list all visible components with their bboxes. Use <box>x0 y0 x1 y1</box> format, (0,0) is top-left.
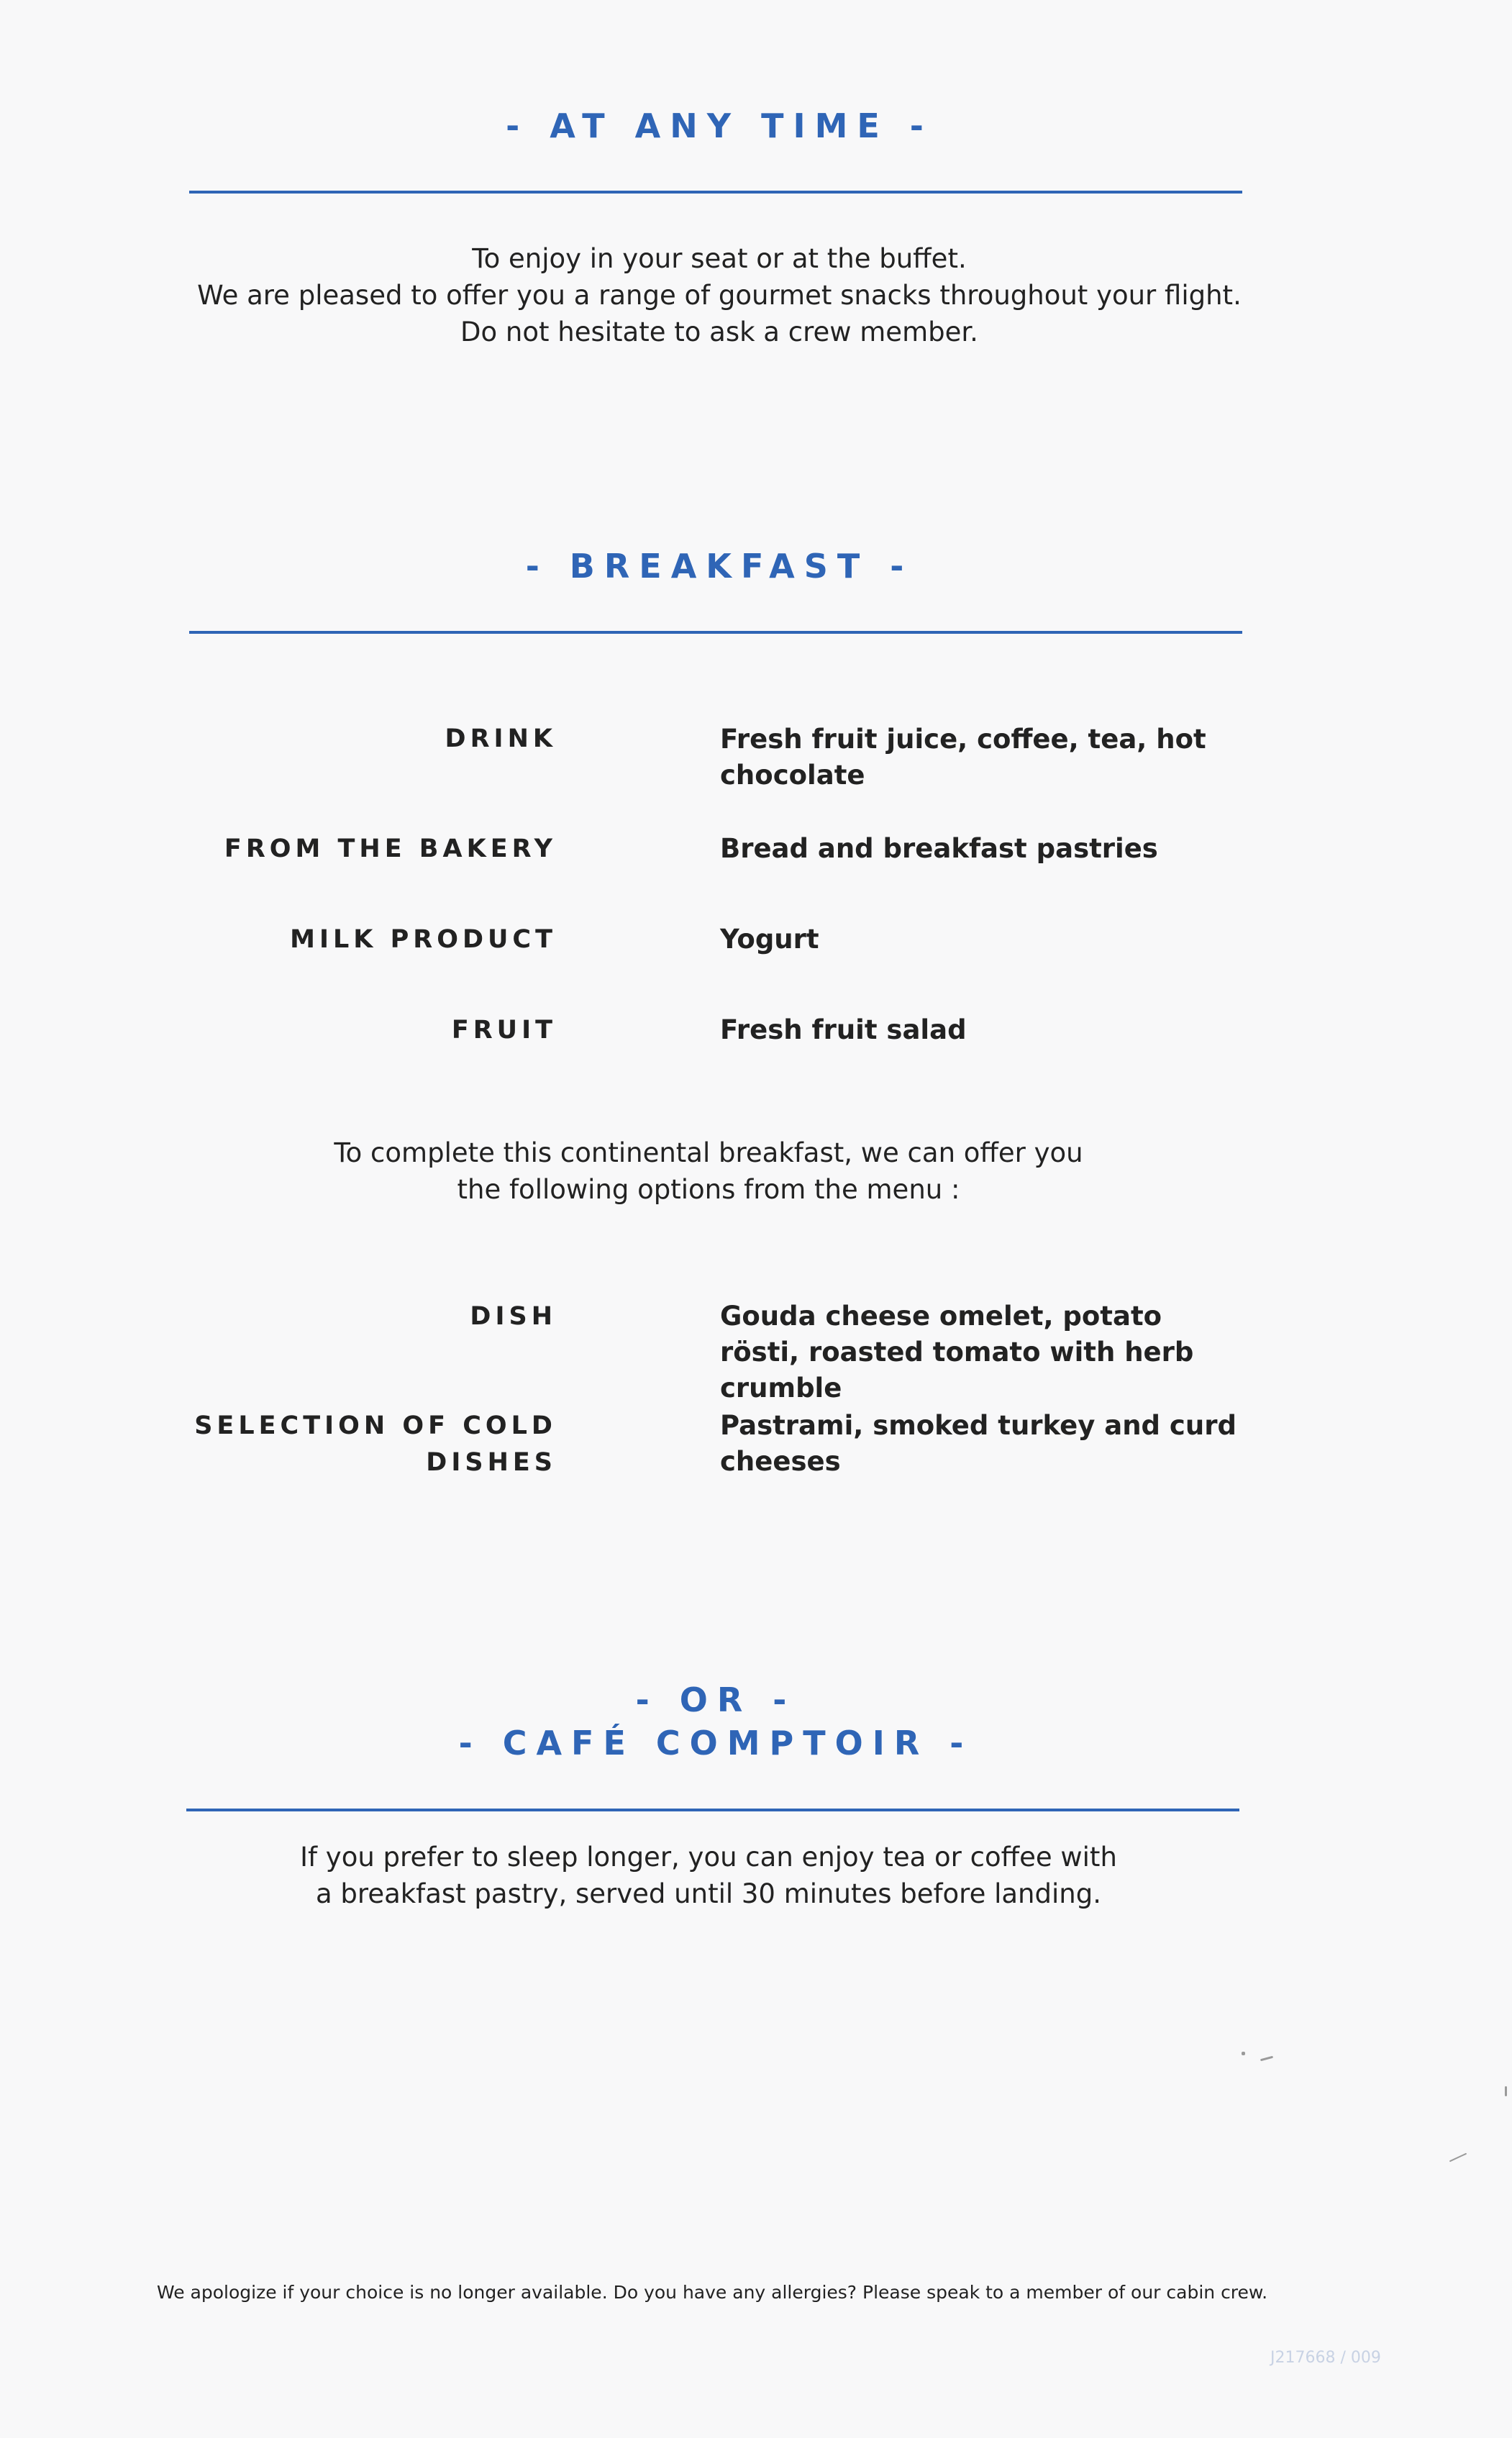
breakfast-item-label: FROM THE BAKERY <box>224 834 557 863</box>
scan-speck <box>1505 2086 1507 2096</box>
cafe-comptoir-line: a breakfast pastry, served until 30 minutes before landing. <box>316 1878 1101 1909</box>
scan-speck <box>1242 2052 1245 2055</box>
breakfast-item-value: Fresh fruit salad <box>720 1014 967 1045</box>
breakfast-item-label: MILK PRODUCT <box>290 925 557 954</box>
or-label: - OR - <box>635 1680 796 1719</box>
scan-speck <box>1449 2153 1467 2162</box>
option-item-label: DISH <box>470 1302 557 1331</box>
breakfast-item-label: DRINK <box>445 724 557 753</box>
breakfast-item-value: Yogurt <box>720 924 819 955</box>
options-intro-line: the following options from the menu : <box>457 1174 960 1205</box>
at-any-time-line: Do not hesitate to ask a crew member. <box>460 317 978 347</box>
at-any-time-description <box>0 240 1439 350</box>
breakfast-divider <box>189 631 1242 634</box>
cafe-comptoir-description <box>0 1839 1417 1912</box>
cafe-comptoir-divider <box>186 1809 1239 1811</box>
footer-allergy-note: We apologize if your choice is no longer available. Do you have any allergies? Please speak to a member of our cabin crew. <box>156 2282 1268 2303</box>
breakfast-title: - BREAKFAST - <box>525 547 914 586</box>
breakfast-item-value: Bread and breakfast pastries <box>720 833 1158 864</box>
breakfast-item-label: FRUIT <box>451 1016 557 1045</box>
option-item-label: SELECTION OF COLD DISHES <box>194 1411 557 1477</box>
option-item-value: Pastrami, smoked turkey and curd cheeses <box>720 1410 1237 1477</box>
at-any-time-line: To enjoy in your seat or at the buffet. <box>472 243 967 274</box>
breakfast-item-value: Fresh fruit juice, coffee, tea, hot chocolate <box>720 724 1206 791</box>
scan-speck <box>1260 2056 1273 2062</box>
cafe-comptoir-line: If you prefer to sleep longer, you can enjoy tea or coffee with <box>300 1842 1117 1873</box>
at-any-time-divider <box>189 191 1242 194</box>
option-item-value: Gouda cheese omelet, potato rösti, roasted tomato with herb crumble <box>720 1301 1194 1404</box>
cafe-comptoir-title: - CAFÉ COMPTOIR - <box>458 1724 973 1762</box>
at-any-time-line: We are pleased to offer you a range of gourmet snacks throughout your flight. <box>197 280 1242 311</box>
options-intro-line: To complete this continental breakfast, we can offer you <box>334 1137 1083 1168</box>
breakfast-options-intro <box>0 1134 1417 1208</box>
reference-code: J217668 / 009 <box>1270 2349 1381 2367</box>
at-any-time-title: - AT ANY TIME - <box>506 106 933 145</box>
